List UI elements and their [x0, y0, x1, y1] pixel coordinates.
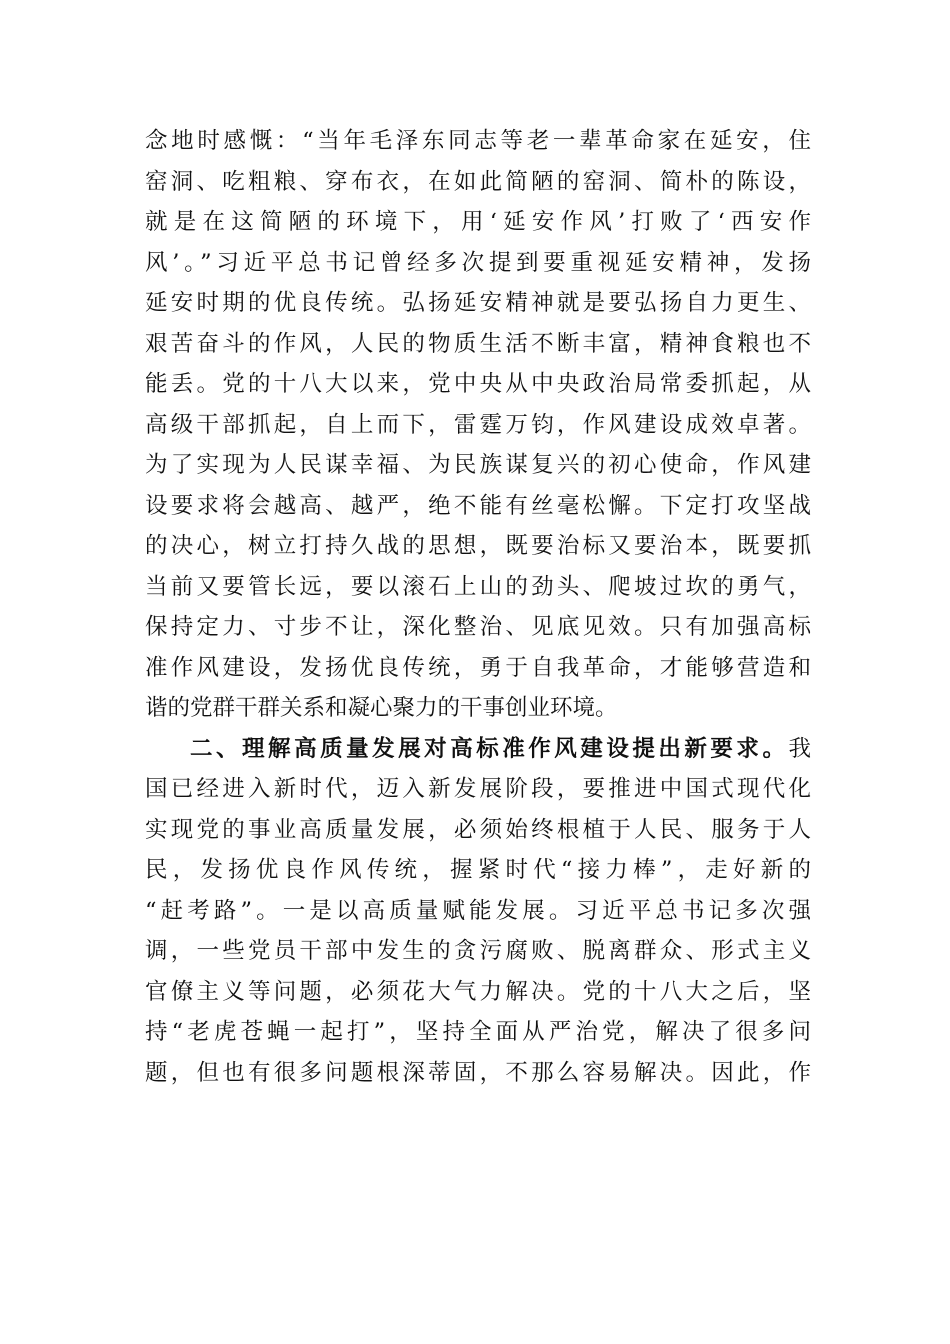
paragraph-1-line: 准作风建设，发扬优良传统，勇于自我革命，才能够营造和 — [145, 654, 811, 681]
paragraph-1-line: 就是在这简陋的环境下，用‘延安作风’打败了‘西安作 — [145, 209, 811, 235]
paragraph-2 — [145, 729, 811, 1094]
paragraph-2-first-line-rest: 我 — [788, 735, 811, 762]
paragraph-2-line: 官僚主义等问题，必须花大气力解决。党的十八大之后，坚 — [145, 978, 811, 1005]
paragraph-1-line: 设要求将会越高、越严，绝不能有丝毫松懈。下定打攻坚战 — [145, 492, 811, 519]
paragraph-2-line: 题，但也有很多问题根深蒂固，不那么容易解决。因此，作 — [145, 1059, 811, 1086]
paragraph-1-line: 的决心，树立打持久战的思想，既要治标又要治本，既要抓 — [145, 533, 811, 559]
paragraph-2-line: 持“老虎苍蝇一起打”，坚持全面从严治党，解决了很多问 — [145, 1019, 811, 1045]
paragraph-1-line: 高级干部抓起，自上而下，雷霆万钧，作风建设成效卓著。 — [145, 411, 811, 438]
paragraph-2-line: 国已经进入新时代，迈入新发展阶段，要推进中国式现代化 — [145, 776, 811, 802]
paragraph-2-line: “赶考路”。一是以高质量赋能发展。习近平总书记多次强 — [145, 897, 811, 924]
paragraph-2-first-line — [145, 729, 811, 770]
paragraph-2-line: 民，发扬优良作风传统，握紧时代“接力棒”，走好新的 — [145, 857, 811, 883]
paragraph-1 — [145, 121, 811, 729]
paragraph-1-line: 艰苦奋斗的作风，人民的物质生活不断丰富，精神食粮也不 — [145, 330, 811, 357]
section-heading: 二、理解高质量发展对高标准作风建设提出新要求。 — [190, 735, 789, 762]
paragraph-1-line: 延安时期的优良传统。弘扬延安精神就是要弘扬自力更生、 — [145, 290, 811, 316]
paragraph-1-line: 能丢。党的十八大以来，党中央从中央政治局常委抓起，从 — [145, 371, 811, 397]
document-body — [145, 121, 811, 1093]
paragraph-2-line: 调，一些党员干部中发生的贪污腐败、脱离群众、形式主义 — [145, 938, 811, 964]
paragraph-1-line: 保持定力、寸步不让，深化整治、见底见效。只有加强高标 — [145, 614, 811, 640]
paragraph-1-line: 窑洞、吃粗粮、穿布衣，在如此简陋的窑洞、简朴的陈设， — [145, 168, 811, 195]
paragraph-1-line: 念地时感慨：“当年毛泽东同志等老一辈革命家在延安，住 — [145, 128, 811, 154]
paragraph-1-line: 风’。”习近平总书记曾经多次提到要重视延安精神，发扬 — [145, 249, 811, 276]
paragraph-1-line: 为了实现为人民谋幸福、为民族谋复兴的初心使命，作风建 — [145, 452, 811, 478]
paragraph-1-line: 谐的党群干群关系和凝心聚力的干事创业环境。 — [145, 695, 618, 721]
paragraph-2-line: 实现党的事业高质量发展，必须始终根植于人民、服务于人 — [145, 816, 811, 843]
paragraph-1-line: 当前又要管长远，要以滚石上山的劲头、爬坡过坎的勇气， — [145, 573, 811, 600]
